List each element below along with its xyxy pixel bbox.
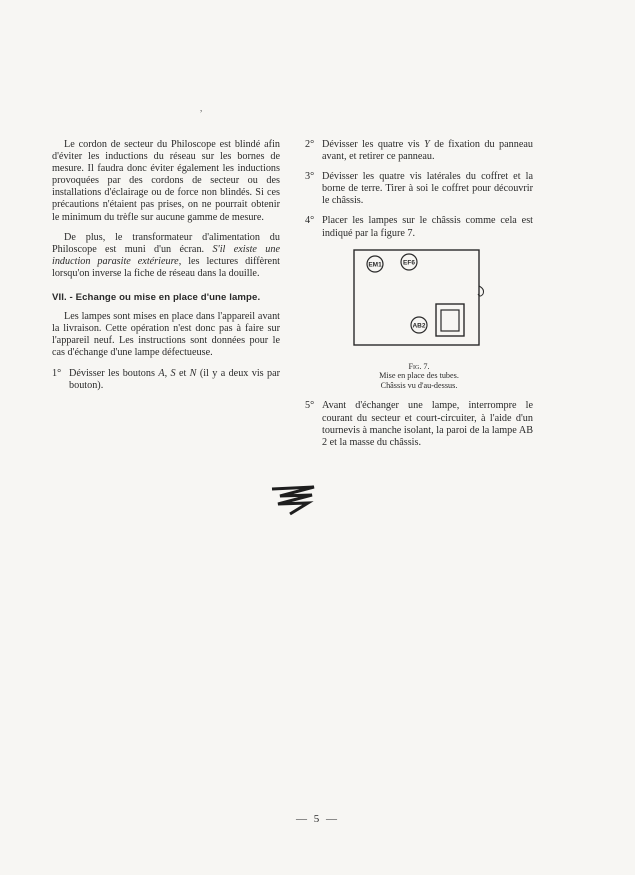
chassis-diagram bbox=[352, 248, 492, 352]
step-2: 2° Dévisser les quatre vis Y de fixation du panneau avant, et retirer ce panneau. bbox=[305, 139, 534, 163]
section-heading-vii: VII. - Echange ou mise en place d'une lampe. bbox=[52, 292, 261, 304]
caption-line-2: Châssis vu d'au-dessus. bbox=[380, 380, 458, 390]
step-5-number: 5° bbox=[305, 400, 315, 412]
left-column bbox=[52, 139, 280, 400]
page-number: — 5 — bbox=[296, 813, 339, 825]
step-3: 3° Dévisser les quatre vis latérales du coffret et la borne de terre. Tirer à soi le coffret pour découvrir le châssis. bbox=[305, 171, 533, 207]
figure-7 bbox=[305, 248, 533, 356]
tube-ef6-label: EF6 bbox=[403, 259, 415, 267]
tube-em1-label: EM1 bbox=[368, 261, 382, 269]
figure-7-caption bbox=[305, 362, 533, 391]
stray-mark: , bbox=[200, 103, 203, 113]
step-2-number: 2° bbox=[305, 139, 315, 150]
zigzag-ornament bbox=[268, 484, 320, 520]
figure-label: Fig. 7. bbox=[408, 361, 430, 371]
ornament-stroke bbox=[272, 487, 314, 514]
step-5: 5° Avant d'échanger une lampe, interrompre le courant du secteur et court-circuiter, à l'aide d'un tournevis à manche isolant, la paroi de la lampe AB 2 et la masse du châssis. bbox=[305, 400, 533, 448]
right-column bbox=[305, 139, 533, 457]
step-3-number: 3° bbox=[305, 171, 315, 183]
caption-line-1: Mise en place des tubes. bbox=[379, 371, 459, 381]
paragraph-shielding: Le cordon de secteur du Philoscope est blindé afin d'éviter les inductions du réseau sur les bornes de mesure. Il faudra donc éviter également les inductions provoquées par des cordons de secteur ou des installations d'éclairage ou de force non blindés. Si ces précautions n'étaient pas prises, on ne pourrait obtenir le minimum du trèfle sur aucune gamme de mesure. bbox=[52, 139, 280, 223]
paragraph-transformer: De plus, le transformateur d'alimentation du Philoscope est muni d'un écran. S'il existe une induction parasite extérieure, les lectures diffèrent lorsqu'on inverse la fiche de réseau dans la douille. bbox=[52, 231, 280, 279]
step-1-number: 1° bbox=[52, 367, 62, 379]
transformer-inner bbox=[441, 310, 459, 331]
step-1: 1° Dévisser les boutons A, S et N (il y a deux vis par bouton). bbox=[52, 367, 281, 391]
tube-ab2-label: AB2 bbox=[412, 322, 426, 330]
step-4: 4° Placer les lampes sur le châssis comme cela est indiqué par la figure 7. bbox=[305, 215, 533, 239]
step-4-number: 4° bbox=[305, 215, 315, 227]
paragraph-lamps: Les lampes sont mises en place dans l'appareil avant la livraison. Cette opération n'est donc pas à faire sur l'appareil neuf. Les instructions sont données pour le cas d'échange d'une lampe défectueuse. bbox=[52, 311, 280, 359]
